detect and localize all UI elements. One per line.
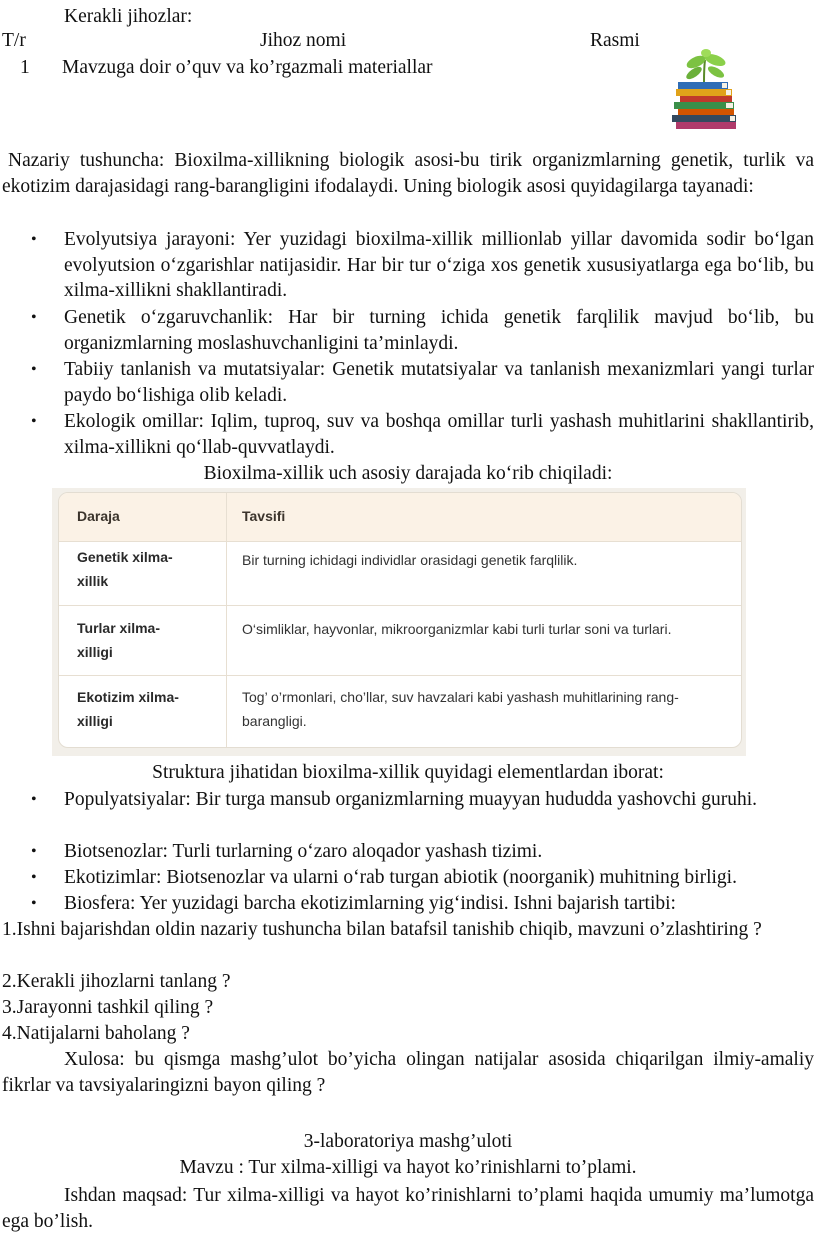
- levels-caption: Bioxilma-xillik uch asosiy darajada ko‘rib chiqiladi:: [203, 463, 613, 484]
- table-row-species-desc: O‘simliklar, hayvonlar, mikroorganizmlar kabi turli turlar soni va turlari.: [242, 621, 672, 637]
- bullet-icon: •: [31, 413, 37, 430]
- row-divider: [59, 605, 741, 606]
- structure-bullet-ecosystems: Ekotizimlar: Biotsenozlar va ularni o‘rab turgan abiotik (noorganik) muhitning birligi.: [64, 867, 737, 888]
- next-lab-title: 3-laboratoriya mashg’uloti: [303, 1131, 513, 1152]
- header-level: Daraja: [77, 508, 120, 524]
- equipment-col-image: Rasmi: [590, 30, 640, 51]
- next-lab-goal: Ishdan maqsad: Tur xilma-xilligi va hayot ko’rinishlarni to’plami haqida umumiy ma’lumotga ega bo’lish.: [2, 1185, 814, 1232]
- bullet-icon: •: [31, 869, 37, 886]
- step-1: 1.Ishni bajarishdan oldin nazariy tushuncha bilan batafsil tanishib chiqib, mavzuni o’zlashtiring ?: [2, 919, 762, 940]
- bullet-icon: •: [31, 361, 37, 378]
- structure-bullet-biosphere: Biosfera: Yer yuzidagi barcha ekotizimlarning yig‘indisi. Ishni bajarish tartibi:: [64, 893, 676, 914]
- equipment-row-name: Mavzuga doir o’quv va ko’rgazmali materiallar: [62, 57, 433, 78]
- theory-bullet-ecology: Ekologik omillar: Iqlim, tuproq, suv va boshqa omillar turli yashash muhitlarini shakllantirib, xilma-xillikni qo‘llab-quvvatlaydi.: [64, 411, 814, 458]
- structure-bullet-populations: Populyatsiyalar: Bir turga mansub organizmlarning muayyan hududda yashovchi guruhi.: [64, 789, 758, 810]
- equipment-row-no: 1: [20, 57, 30, 78]
- equipment-heading: Kerakli jihozlar:: [64, 6, 193, 27]
- column-divider: [226, 493, 227, 747]
- table-row-genetic-desc: Bir turning ichidagi individlar orasidagi genetik farqlilik.: [242, 552, 578, 568]
- equipment-col-name: Jihoz nomi: [260, 30, 347, 51]
- structure-caption: Struktura jihatidan bioxilma-xillik quyidagi elementlardan iborat:: [152, 762, 664, 783]
- levels-table: [58, 492, 742, 748]
- levels-table-image: [52, 488, 746, 756]
- conclusion: Xulosa: bu qismga mashg’ulot bo’yicha olingan natijalar asosida chiqarilgan ilmiy-amaliy fikrlar va tavsiyalaringizni bayon qiling ?: [2, 1049, 814, 1096]
- bullet-icon: •: [31, 309, 37, 326]
- structure-bullet-biocenoses: Biotsenozlar: Turli turlarning o‘zaro aloqador yashash tizimi.: [64, 841, 543, 862]
- table-row-ecosystem-desc: Tog’ o’rmonlari, cho’llar, suv havzalari kabi yashash muhitlarining rang- barangligi.: [242, 689, 679, 729]
- bullet-icon: •: [31, 231, 37, 248]
- step-3: 3.Jarayonni tashkil qiling ?: [2, 997, 214, 1018]
- theory-intro: Nazariy tushuncha: Bioxilma-xillikning biologik asosi-bu tirik organizmlarning genetik, turlik va ekotizim darajasidagi rang-barangligini ifodalaydi. Uning biologik asosi quyidagilarga tayanadi:: [2, 150, 814, 197]
- theory-bullet-selection: Tabiiy tanlanish va mutatsiyalar: Genetik mutatsiyalar va tanlanish mexanizmlari yangi turlar paydo bo‘lishiga olib keladi.: [64, 359, 814, 406]
- bullet-icon: •: [31, 895, 37, 912]
- theory-bullet-genetic: Genetik o‘zgaruvchanlik: Har bir turning ichida genetik farqlilik mavjud bo‘lib, bu organizmlarning moslashuvchanligini ta’minlaydi.: [64, 307, 814, 354]
- step-4: 4.Natijalarni baholang ?: [2, 1023, 190, 1044]
- bullet-icon: •: [31, 791, 37, 808]
- books-with-plant-icon: [660, 48, 748, 132]
- row-divider: [59, 675, 741, 676]
- levels-table-header: [59, 493, 741, 542]
- table-row-species-label: Turlar xilma- xilligi: [77, 620, 160, 660]
- table-row-ecosystem-label: Ekotizim xilma- xilligi: [77, 689, 179, 729]
- bullet-icon: •: [31, 843, 37, 860]
- header-desc: Tavsifi: [242, 508, 286, 524]
- step-2: 2.Kerakli jihozlarni tanlang ?: [2, 971, 231, 992]
- next-lab-topic: Mavzu : Tur xilma-xilligi va hayot ko’rinishlarni to’plami.: [179, 1157, 637, 1178]
- equipment-col-no: T/r: [2, 30, 26, 51]
- theory-bullet-evolution: Evolyutsiya jarayoni: Yer yuzidagi bioxilma-xillik millionlab yillar davomida sodir bo‘lgan evolyutsion o‘zgarishlar natijasidir. Har bir tur o‘ziga xos genetik xususiyatlarga ega bo‘lib, bu xilma-xillikni shakllantiradi.: [64, 229, 814, 302]
- table-row-genetic-label: Genetik xilma- xillik: [77, 549, 173, 589]
